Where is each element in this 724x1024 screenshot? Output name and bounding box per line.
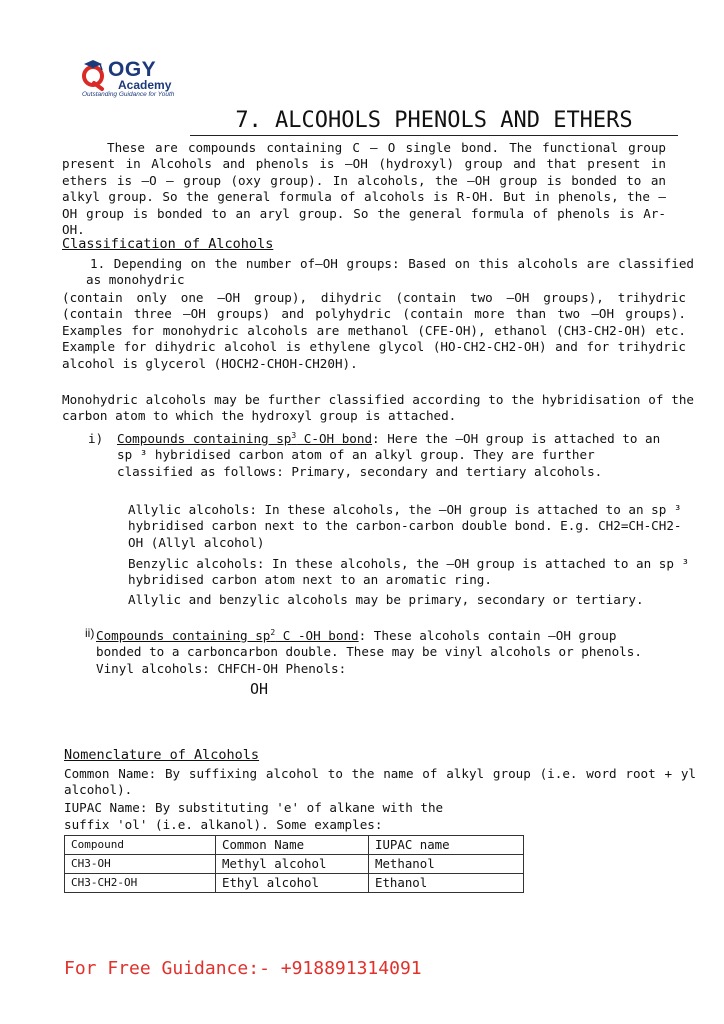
- point-1-lead: 1. Depending on the number of—OH groups: Based on this alcohols are classified as monohydric: [86, 256, 694, 288]
- table-header-cell: IUPAC name: [369, 836, 524, 855]
- table-header-row: [65, 836, 524, 855]
- item-i-label: i): [88, 431, 104, 446]
- item-ii-label: ii): [85, 626, 95, 640]
- point-1-body: (contain only one —OH group), dihydric (contain two —OH groups), trihydric (contain three —OH groups) and polyhydric (contain more than two —OH groups). Examples for monohydric alcohols are methanol (CFE-OH), ethanol (CH3-CH2-OH) etc. Example for dihydric alcohol is ethylene glycol (HO-CH2-CH2-OH) and for trihydric alcohol is glycerol (HOCH2-CHOH-CH20H).: [62, 290, 686, 371]
- item-i-block: [117, 431, 661, 480]
- academy-logo: [80, 58, 200, 108]
- item-ii-block: [96, 628, 656, 677]
- table-row: [65, 855, 524, 874]
- table-cell: CH3-CH2-OH: [65, 874, 216, 893]
- allylic-paragraph: Allylic alcohols: In these alcohols, the —OH group is attached to an sp ³ hybridised carbon next to the carbon-carbon double bond. E.g. CH2=CH-CH2-OH (Allyl alcohol): [128, 502, 682, 550]
- table-cell: CH3-OH: [65, 855, 216, 874]
- phenol-oh-label: OH: [250, 680, 269, 698]
- logo-academy: Academy: [118, 78, 172, 92]
- intro-paragraph: These are compounds containing C — O single bond. The functional group present in Alcohols and phenols is —OH (hydroxyl) group and that present in ethers is —O — group (oxy group). In alcohols, the —OH group is bonded to an alkyl group. So the general formula of alcohols is R-OH. But in phenols, the —OH group is bonded to an aryl group. So the general formula of phenols is Ar-OH.: [62, 140, 666, 238]
- logo-mark-icon: [80, 58, 110, 92]
- common-name-text: Common Name: By suffixing alcohol to the name of alkyl group (i.e. word root + yl alcohol).: [64, 766, 696, 798]
- examples-table: [64, 835, 524, 893]
- logo-tagline: Outstanding Guidance for Youth: [82, 91, 175, 98]
- iupac-line-2: suffix 'ol' (i.e. alkanol). Some examples:: [64, 817, 383, 832]
- iupac-line-1: IUPAC Name: By substituting 'e' of alkane with the: [64, 800, 444, 815]
- classification-heading: Classification of Alcohols: [62, 236, 274, 252]
- monohydric-further: Monohydric alcohols may be further classified according to the hybridisation of the carbon atom to which the hydroxyl group is attached.: [62, 392, 694, 424]
- table-cell: Ethanol: [369, 874, 524, 893]
- allylic-benzylic-note: Allylic and benzylic alcohols may be primary, secondary or tertiary.: [128, 592, 644, 607]
- item-ii-heading: Compounds containing $sp^2$ C -OH bond: [96, 627, 359, 643]
- benzylic-paragraph: Benzylic alcohols: In these alcohols, the —OH group is attached to an sp ³ hybridised carbon atom next to an aromatic ring.: [128, 556, 690, 588]
- table-row: [65, 874, 524, 893]
- table-cell: Ethyl alcohol: [216, 874, 369, 893]
- table-header-cell: Common Name: [216, 836, 369, 855]
- table-header-cell: Compound: [65, 836, 216, 855]
- chapter-title: 7. ALCOHOLS PHENOLS AND ETHERS: [190, 108, 678, 136]
- item-i-text: : Here the —OH group is attached to an sp ³ hybridised carbon atom of an alkyl group. They are further classified as follows: Primary, secondary and tertiary alcohols.: [117, 431, 661, 479]
- item-i-heading: Compounds containing $sp^3$ C-OH bond: [117, 430, 373, 446]
- table-cell: Methanol: [369, 855, 524, 874]
- table-cell: Methyl alcohol: [216, 855, 369, 874]
- nomenclature-heading: Nomenclature of Alcohols: [64, 747, 260, 763]
- item-ii-text: : These alcohols contain —OH group bonded to a carboncarbon double. These may be vinyl alcohols or phenols. Vinyl alcohols: CHFCH-OH Phenols:: [96, 628, 642, 676]
- logo-brand: OGY: [108, 58, 157, 81]
- footer-contact: For Free Guidance:- +918891314091: [64, 958, 422, 979]
